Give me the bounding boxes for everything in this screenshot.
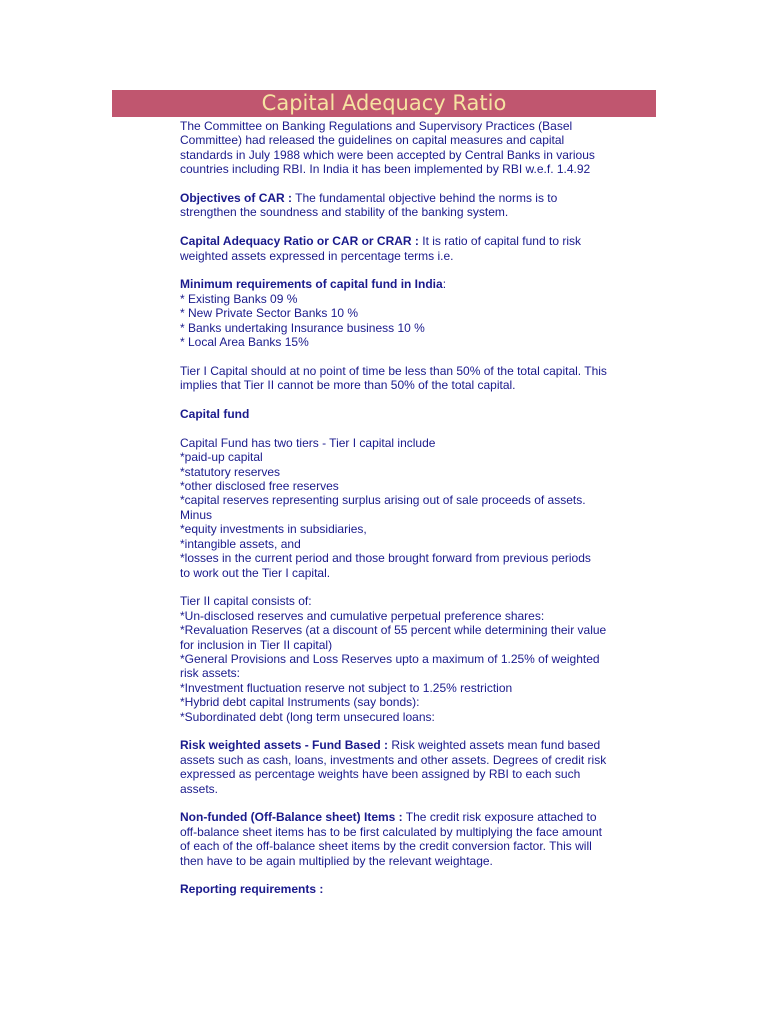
capital-fund-section xyxy=(180,407,640,421)
non-funded-heading: Non-funded (Off-Balance sheet) Items : xyxy=(180,810,403,825)
tier2-list xyxy=(180,594,640,724)
tier1-note-paragraph xyxy=(180,364,640,393)
intro-line: countries including RBI. In India it has been implemented by RBI w.e.f. 1.4.92 xyxy=(180,162,591,177)
car-definition-paragraph xyxy=(180,234,640,263)
car-definition-first-line xyxy=(180,234,640,248)
tier2-list-item: *Investment fluctuation reserve not subject to 1.25% restriction xyxy=(180,680,513,695)
risk-weighted-line: assets such as cash, loans, investments and other assets. Degrees of credit risk xyxy=(180,752,607,767)
intro-line: Committee) had released the guidelines on capital measures and capital xyxy=(180,133,565,148)
tier1-list-item: to work out the Tier I capital. xyxy=(180,565,331,580)
non-funded-line: of each of the off-balance sheet items by the credit conversion factor. This will xyxy=(180,839,592,854)
intro-line: The Committee on Banking Regulations and Supervisory Practices (Basel xyxy=(180,119,573,133)
title-bar xyxy=(112,90,656,117)
car-definition-line: weighted assets expressed in percentage terms i.e. xyxy=(180,248,454,263)
tier1-list-item: *other disclosed free reserves xyxy=(180,479,339,494)
risk-weighted-text: Risk weighted assets mean fund based xyxy=(388,738,601,753)
tier1-list-item: *statutory reserves xyxy=(180,464,281,479)
tier2-list-item: Tier II capital consists of: xyxy=(180,594,312,609)
intro-line: standards in July 1988 which were been accepted by Central Banks in various xyxy=(180,147,595,162)
objectives-paragraph xyxy=(180,191,640,220)
tier2-list-item: *Un-disclosed reserves and cumulative perpetual preference shares: xyxy=(180,608,545,623)
tier1-list-item: *equity investments in subsidiaries, xyxy=(180,522,367,537)
tier1-note-line: Tier I Capital should at no point of time be less than 50% of the total capital. This xyxy=(180,363,607,378)
risk-weighted-paragraph xyxy=(180,738,640,796)
risk-weighted-line: assets. xyxy=(180,781,219,796)
requirement-item: * Local Area Banks 15% xyxy=(180,335,309,350)
tier1-list-item: *paid-up capital xyxy=(180,450,263,465)
minimum-requirements-section xyxy=(180,277,640,349)
car-definition-heading: Capital Adequacy Ratio or CAR or CRAR : xyxy=(180,234,419,249)
objectives-first-line xyxy=(180,191,640,205)
tier1-list-item: Capital Fund has two tiers - Tier I capital include xyxy=(180,435,436,450)
tier2-list-item: risk assets: xyxy=(180,666,241,681)
non-funded-line: off-balance sheet items has to be first calculated by multiplying the face amount xyxy=(180,824,603,839)
reporting-heading: Reporting requirements : xyxy=(180,882,324,897)
car-definition-text: It is ratio of capital fund to risk xyxy=(418,234,581,249)
requirement-item: * Existing Banks 09 % xyxy=(180,291,298,306)
requirement-item: * New Private Sector Banks 10 % xyxy=(180,306,359,321)
tier1-list xyxy=(180,436,640,580)
objectives-heading: Objectives of CAR : xyxy=(180,191,293,206)
risk-weighted-heading: Risk weighted assets - Fund Based : xyxy=(180,738,389,753)
intro-paragraph xyxy=(180,119,640,177)
capital-fund-heading: Capital fund xyxy=(180,407,250,422)
requirement-item: * Banks undertaking Insurance business 10 % xyxy=(180,320,425,335)
objectives-text: The fundamental objective behind the norms is to xyxy=(292,191,558,206)
page-title: Capital Adequacy Ratio xyxy=(261,91,507,115)
reporting-section xyxy=(180,882,640,896)
tier2-list-item: for inclusion in Tier II capital) xyxy=(180,637,333,652)
risk-weighted-line: expressed as percentage weights have been assigned by RBI to each such xyxy=(180,767,581,782)
non-funded-first-line xyxy=(180,810,640,824)
tier1-list-item: *capital reserves representing surplus arising out of sale proceeds of assets. xyxy=(180,493,586,508)
minimum-requirements-heading: Minimum requirements of capital fund in India xyxy=(180,277,443,292)
minimum-requirements-colon: : xyxy=(442,277,447,292)
non-funded-line: then have to be again multiplied by the relevant weightage. xyxy=(180,853,493,868)
tier2-list-item: *General Provisions and Loss Reserves upto a maximum of 1.25% of weighted xyxy=(180,651,600,666)
objectives-line: strengthen the soundness and stability of the banking system. xyxy=(180,205,509,220)
risk-weighted-first-line xyxy=(180,738,640,752)
non-funded-paragraph xyxy=(180,810,640,868)
tier1-note-line: implies that Tier II cannot be more than 50% of the total capital. xyxy=(180,378,516,393)
tier1-list-item: *losses in the current period and those brought forward from previous periods xyxy=(180,551,591,566)
minimum-requirements-title xyxy=(180,277,640,291)
tier1-list-item: Minus xyxy=(180,507,213,522)
non-funded-text: The credit risk exposure attached to xyxy=(402,810,597,825)
tier2-list-item: *Hybrid debt capital Instruments (say bonds): xyxy=(180,695,420,710)
document-body xyxy=(180,119,640,911)
tier2-list-item: *Revaluation Reserves (at a discount of 55 percent while determining their value xyxy=(180,623,607,638)
tier2-list-item: *Subordinated debt (long term unsecured loans: xyxy=(180,709,435,724)
tier1-list-item: *intangible assets, and xyxy=(180,536,301,551)
